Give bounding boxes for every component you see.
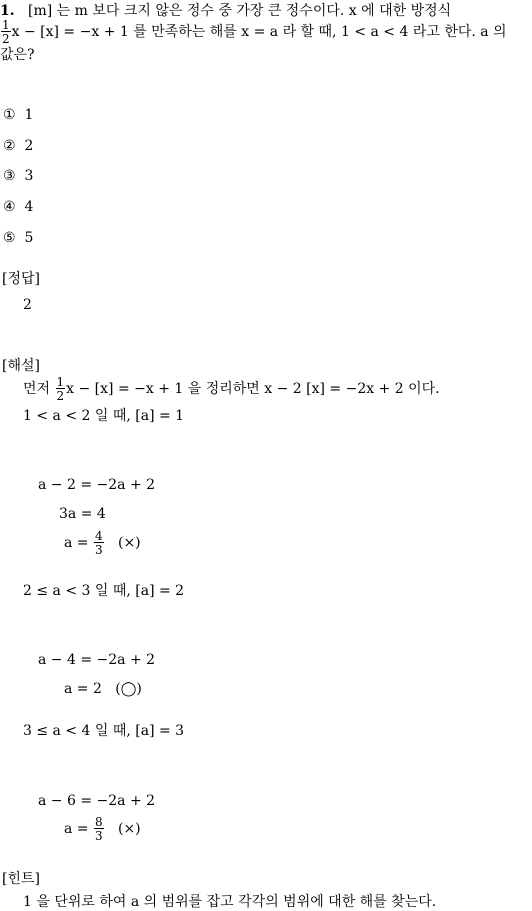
choice-3-value: 3 [24, 168, 34, 184]
solution-intro [23, 376, 440, 402]
case-1-condition: 1 < a < 2 일 때, [a] = 1 [23, 408, 185, 424]
hint-label: [힌트] [2, 871, 40, 887]
case-1-fraction-numerator: 4 [94, 529, 103, 543]
solution-intro-fraction-denominator: 2 [56, 389, 65, 403]
case-3-condition: 3 ≤ a < 4 일 때, [a] = 3 [23, 723, 185, 739]
choice-5-value: 5 [24, 230, 34, 246]
question-line-2 [0, 19, 507, 45]
case-1-equation-3 [64, 530, 141, 556]
choice-5-mark: ⑤ [3, 230, 16, 246]
choice-5[interactable] [3, 231, 33, 245]
choice-1-value: 1 [24, 107, 34, 123]
case-1-result-mark: (×) [117, 535, 141, 551]
question-fraction-numerator: 1 [2, 18, 10, 32]
choice-3-mark: ③ [3, 168, 16, 184]
choice-4[interactable] [3, 200, 33, 214]
choice-4-mark: ④ [3, 199, 16, 215]
answer-label: [정답] [2, 271, 40, 287]
case-3-fraction [94, 816, 104, 842]
choice-1-mark: ① [3, 107, 16, 123]
question-number [0, 4, 15, 18]
case-2-equation-1: a − 4 = −2a + 2 [38, 652, 156, 668]
case-3-fraction-numerator: 8 [94, 815, 103, 829]
case-1-equation-1: a − 2 = −2a + 2 [38, 477, 156, 493]
solution-intro-post: x − [x] = −x + 1 을 정리하면 x − 2 [x] = −2x + 2 이다. [66, 381, 440, 397]
case-2-equation-2 [64, 682, 142, 696]
case-1-equation-2: 3a = 4 [59, 506, 106, 522]
question-line-3: 값은? [0, 47, 35, 63]
case-1-fraction [94, 530, 104, 556]
question-fraction-denominator: 2 [2, 32, 10, 46]
case-3-equation-3 [64, 816, 141, 842]
question-number-text: 1. [0, 3, 15, 19]
answer-value: 2 [23, 297, 32, 313]
question-line-1: [m] 는 m 보다 크지 않은 정수 중 가장 큰 정수이다. x 에 대한 방정식 [28, 3, 452, 19]
case-2-condition: 2 ≤ a < 3 일 때, [a] = 2 [23, 583, 185, 599]
solution-intro-fraction-numerator: 1 [56, 375, 65, 389]
choice-4-value: 4 [24, 199, 34, 215]
solution-intro-pre: 먼저 [23, 381, 51, 397]
choice-3[interactable] [3, 169, 33, 183]
case-3-equation-1: a − 6 = −2a + 2 [38, 793, 156, 809]
case-2-result-mark: (◯) [115, 681, 142, 697]
choice-2[interactable] [3, 139, 33, 153]
case-3-result-mark: (×) [117, 821, 141, 837]
case-3-equation-3-pre: a = [64, 821, 89, 837]
choice-2-mark: ② [3, 138, 16, 154]
solution-label: [해설] [2, 358, 40, 374]
case-1-equation-3-pre: a = [64, 535, 89, 551]
case-1-fraction-denominator: 3 [94, 543, 103, 557]
solution-intro-fraction [56, 376, 66, 402]
case-3-fraction-denominator: 3 [94, 829, 103, 843]
question-line-2-text: x − [x] = −x + 1 를 만족하는 해를 x = a 라 할 때, 1 < a < 4 라고 한다. a 의 [11, 24, 507, 40]
choice-1[interactable] [3, 108, 33, 122]
choice-2-value: 2 [24, 138, 34, 154]
question-fraction [1, 19, 11, 45]
case-2-equation-2-text: a = 2 [64, 681, 102, 697]
hint-text: 1 을 단위로 하여 a 의 범위를 잡고 각각의 범위에 대한 해를 찾는다. [23, 894, 437, 910]
